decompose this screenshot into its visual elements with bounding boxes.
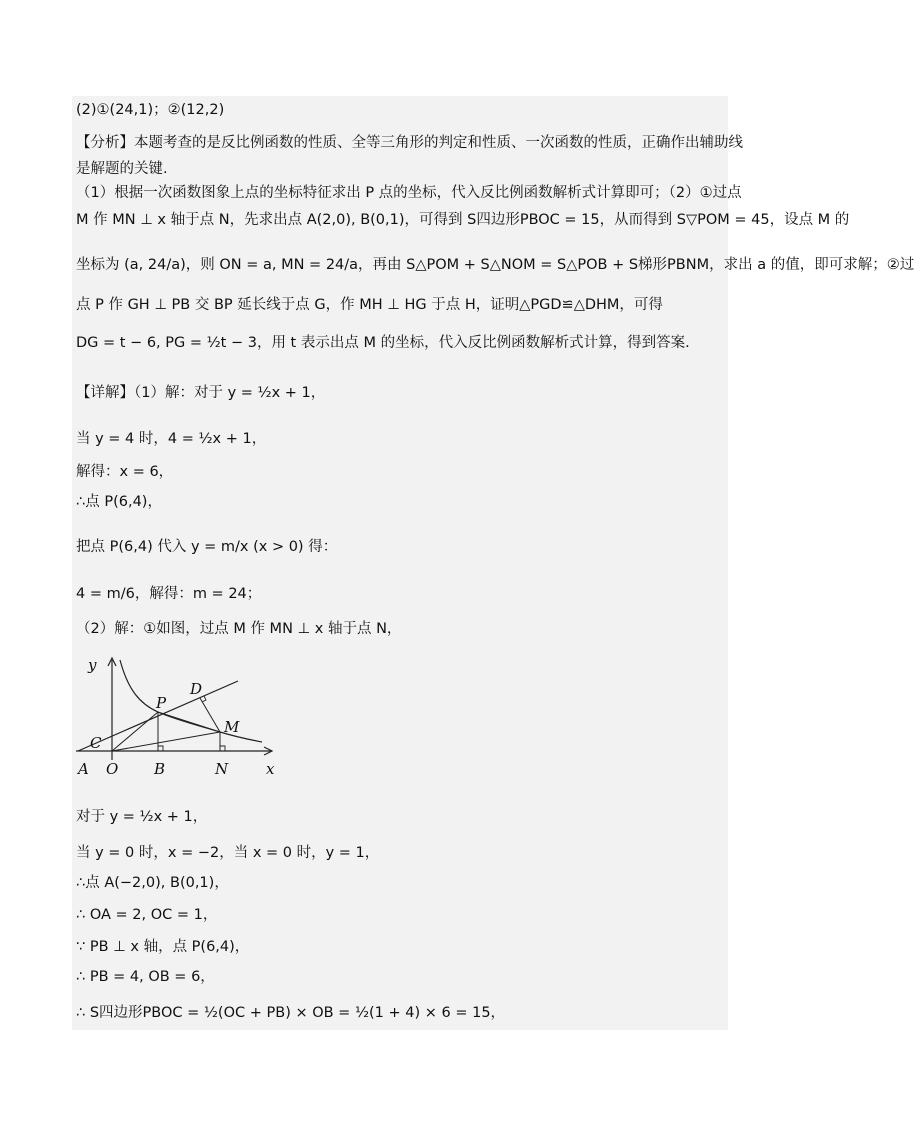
detail-line-14: ∴ S四边形PBOC = ½(OC + PB) × OB = ½(1 + 4) × 6 = 15， <box>76 1005 506 1021</box>
detail-line-1: 【详解】（1）解：对于 y = ½x + 1， <box>76 385 326 401</box>
analysis-line-1: 【分析】本题考查的是反比例函数的性质、全等三角形的判定和性质、一次函数的性质，正确作出辅助线 <box>76 135 743 151</box>
analysis-line-6: 点 P 作 GH ⊥ PB 交 BP 延长线于点 G，作 MH ⊥ HG 于点 H，证明△PGD≌△DHM，可得 <box>76 297 663 313</box>
analysis-line-3: （1）根据一次函数图象上点的坐标特征求出 P 点的坐标，代入反比例函数解析式计算即可；（2）①过点 <box>76 185 742 201</box>
label-A: A <box>78 760 89 778</box>
answer-summary: (2)①(24,1)；②(12,2) <box>76 102 225 118</box>
detail-line-2: 当 y = 4 时，4 = ½x + 1， <box>76 431 267 447</box>
analysis-line-7: DG = t − 6, PG = ½t − 3，用 t 表示出点 M 的坐标，代入反比例函数解析式计算，得到答案. <box>76 335 690 351</box>
detail-line-13: ∴ PB = 4, OB = 6， <box>76 969 215 985</box>
detail-line-4: ∴点 P(6,4)， <box>76 494 162 510</box>
detail-line-12: ∵ PB ⊥ x 轴，点 P(6,4)， <box>76 939 250 955</box>
detail-line-10: ∴点 A(−2,0), B(0,1)， <box>76 875 229 891</box>
label-x: x <box>266 760 275 778</box>
label-B: B <box>154 760 166 778</box>
detail-line-5: 把点 P(6,4) 代入 y = m/x (x > 0) 得： <box>76 539 338 555</box>
detail-line-6: 4 = m/6，解得：m = 24； <box>76 586 262 602</box>
analysis-line-5: 坐标为 (a, 24/a)，则 ON = a, MN = 24/a，再由 S△POM + S△NOM = S△POB + S梯形PBNM，求出 a 的值，即可求解；②过 <box>76 257 914 273</box>
detail-line-3: 解得：x = 6， <box>76 464 174 480</box>
label-D: D <box>190 680 203 698</box>
label-C: C <box>90 734 102 752</box>
detail-line-9: 当 y = 0 时，x = −2，当 x = 0 时，y = 1， <box>76 845 380 861</box>
label-y: y <box>88 656 97 674</box>
geometry-figure <box>72 652 292 784</box>
label-O: O <box>106 760 119 778</box>
detail-line-8: 对于 y = ½x + 1， <box>76 809 208 825</box>
detail-line-11: ∴ OA = 2, OC = 1， <box>76 907 218 923</box>
analysis-line-4: M 作 MN ⊥ x 轴于点 N，先求出点 A(2,0), B(0,1)，可得到 S四边形PBOC = 15，从而得到 S▽POM = 45，设点 M 的 <box>76 212 850 228</box>
label-M: M <box>224 718 240 736</box>
label-P: P <box>156 694 167 712</box>
analysis-line-2: 是解题的关键. <box>76 161 168 177</box>
label-N: N <box>215 760 229 778</box>
detail-line-7: （2）解：①如图，过点 M 作 MN ⊥ x 轴于点 N， <box>76 621 402 637</box>
